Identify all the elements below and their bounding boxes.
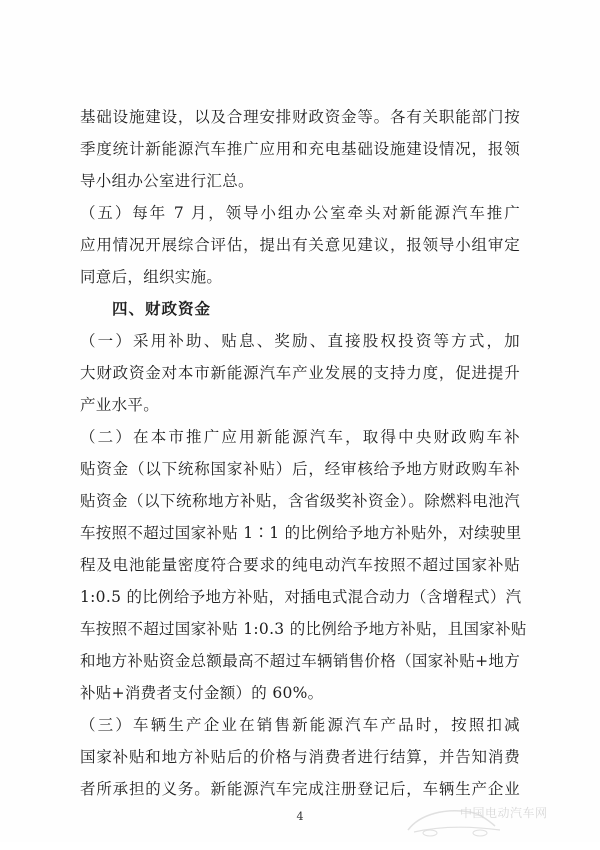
text-line: 和地方补贴资金总额最高不超过车辆销售价格（国家补贴+地方 (80, 652, 520, 670)
text-line: （二）在本市推广应用新能源汽车，取得中央财政购车补 (80, 428, 520, 446)
text-line: （一）采用补助、贴息、奖励、直接股权投资等方式，加 (80, 332, 520, 350)
text-line: 1:0.5 的比例给予地方补贴，对插电式混合动力（含增程式）汽 (80, 588, 522, 606)
text-line: 应用情况开展综合评估，提出有关意见建议，报领导小组审定 (80, 236, 520, 254)
text-line: 同意后，组织实施。 (80, 268, 223, 286)
watermark-text: 中国电动汽车网 (460, 806, 548, 820)
text-line: 基础设施建设，以及合理安排财政资金等。各有关职能部门按 (80, 108, 520, 126)
text-line: 贴资金（以下统称地方补贴，含省级奖补资金）。除燃料电池汽 (80, 492, 520, 510)
text-line: 贴资金（以下统称国家补贴）后，经审核给予地方财政购车补 (80, 460, 520, 478)
page-number: 4 (296, 810, 304, 823)
text-line: 程及电池能量密度符合要求的纯电动汽车按照不超过国家补贴 (80, 556, 520, 574)
text-line: 季度统计新能源汽车推广应用和充电基础设施建设情况，报领 (80, 140, 520, 158)
text-line: 者所承担的义务。新能源汽车完成注册登记后，车辆生产企业 (80, 780, 520, 798)
text-line: 产业水平。 (80, 396, 160, 414)
text-line: 大财政资金对本市新能源汽车产业发展的支持力度，促进提升 (80, 364, 520, 382)
text-line: 车按照不超过国家补贴 1∶1 的比例给予地方补贴外，对续驶里 (80, 524, 522, 542)
text-line: 车按照不超过国家补贴 1:0.3 的比例给予地方补贴，且国家补贴 (80, 620, 527, 638)
section-heading: 四、财政资金 (112, 300, 212, 318)
text-line: （三）车辆生产企业在销售新能源汽车产品时，按照扣减 (80, 716, 520, 734)
text-line: （五）每年 7 月，领导小组办公室牵头对新能源汽车推广 (80, 204, 520, 222)
text-line: 国家补贴和地方补贴后的价格与消费者进行结算，并告知消费 (80, 748, 520, 766)
watermark-logo (400, 800, 590, 850)
text-line: 导小组办公室进行汇总。 (80, 172, 254, 190)
text-line: 补贴+消费者支付金额）的 60%。 (80, 684, 324, 702)
